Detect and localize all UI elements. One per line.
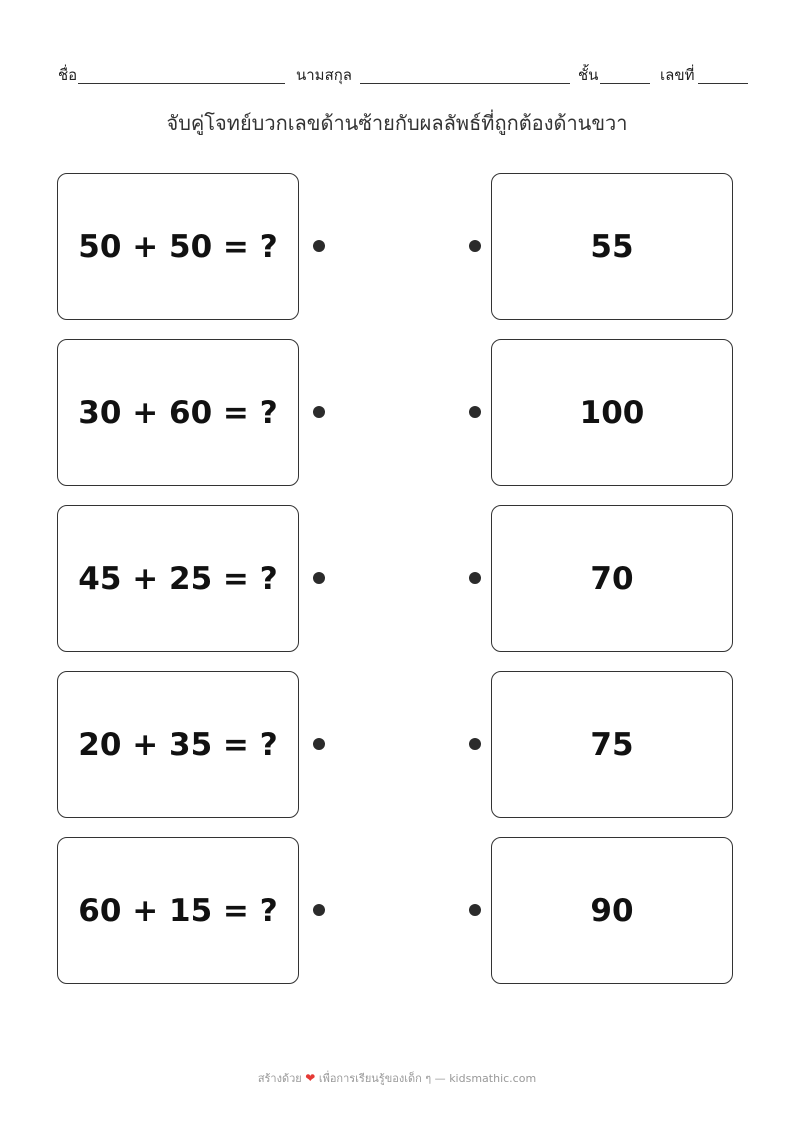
instruction-text: จับคู่โจทย์บวกเลขด้านซ้ายกับผลลัพธ์ที่ถูกต้องด้านขวา [166, 111, 628, 135]
right-match-dot[interactable] [469, 240, 481, 252]
heart-icon: ❤ [305, 1071, 316, 1085]
answer-text: 100 [579, 394, 645, 431]
surname-field-line[interactable] [360, 83, 570, 84]
answer-card[interactable] [491, 671, 733, 818]
footer-purpose: เพื่อการเรียนรู้ของเด็ก ๆ — [318, 1072, 446, 1085]
footer-site-link[interactable]: kidsmathic.com [449, 1072, 537, 1085]
left-match-dot[interactable] [313, 406, 325, 418]
footer [0, 1068, 794, 1089]
student-info-header [58, 62, 748, 88]
problem-card[interactable] [57, 339, 299, 486]
problem-card[interactable] [57, 837, 299, 984]
problem-card[interactable] [57, 505, 299, 652]
answer-card[interactable] [491, 339, 733, 486]
answer-card[interactable] [491, 173, 733, 320]
answer-text: 90 [590, 892, 634, 929]
answer-text: 70 [590, 560, 634, 597]
left-match-dot[interactable] [313, 904, 325, 916]
problem-text: 20 + 35 = ? [78, 726, 278, 763]
right-match-dot[interactable] [469, 738, 481, 750]
left-match-dot[interactable] [313, 738, 325, 750]
right-match-dot[interactable] [469, 904, 481, 916]
problem-card[interactable] [57, 671, 299, 818]
left-match-dot[interactable] [313, 240, 325, 252]
problem-card[interactable] [57, 173, 299, 320]
answer-card[interactable] [491, 505, 733, 652]
right-match-dot[interactable] [469, 572, 481, 584]
answer-text: 55 [590, 228, 634, 265]
problem-text: 60 + 15 = ? [78, 892, 278, 929]
class-field-line[interactable] [600, 83, 650, 84]
problem-text: 45 + 25 = ? [78, 560, 278, 597]
number-label: เลขที่ [660, 66, 695, 84]
surname-label: นามสกุล [296, 66, 352, 84]
problem-text: 30 + 60 = ? [78, 394, 278, 431]
left-match-dot[interactable] [313, 572, 325, 584]
problem-text: 50 + 50 = ? [78, 228, 278, 265]
number-field-line[interactable] [698, 83, 748, 84]
name-label: ชื่อ [58, 66, 78, 84]
answer-text: 75 [590, 726, 634, 763]
answer-card[interactable] [491, 837, 733, 984]
name-field-line[interactable] [78, 83, 285, 84]
footer-made-with: สร้างด้วย [257, 1072, 302, 1085]
class-label: ชั้น [578, 66, 599, 84]
right-match-dot[interactable] [469, 406, 481, 418]
